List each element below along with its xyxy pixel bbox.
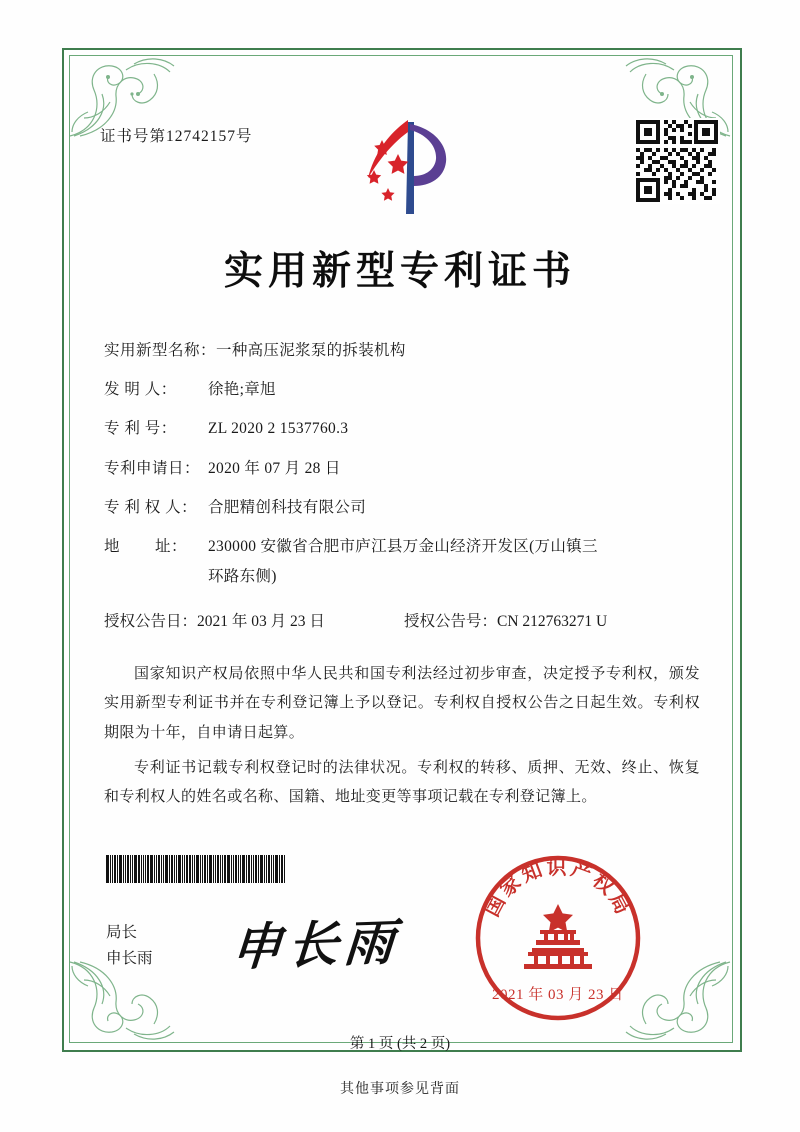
field-grant-info: [104, 607, 704, 637]
field-value-line2: 环路东侧): [208, 568, 277, 586]
grant-date: [104, 607, 404, 637]
field-value: ZL 2020 2 1537760.3: [208, 420, 349, 438]
grant-date-label: 授权公告日：: [104, 612, 198, 630]
grant-number: [404, 607, 704, 637]
certificate-number: 证书号第12742157号: [100, 128, 253, 145]
field-label: 专利申请日：: [104, 459, 201, 477]
director-title-label: 局长: [106, 924, 138, 941]
field-patentee: [104, 493, 704, 523]
field-address: [104, 532, 704, 592]
grant-number-value: CN 212763271 U: [497, 612, 608, 630]
svg-text:国家知识产权局: 国家知识产权局: [479, 855, 637, 921]
field-label: 地 址：: [104, 538, 188, 556]
body-text: [104, 660, 700, 818]
field-label: 专 利 权 人：: [104, 498, 198, 516]
grant-date-value: 2021 年 03 月 23 日: [197, 612, 325, 630]
field-application-date: [104, 454, 704, 484]
field-inventor: [104, 375, 704, 405]
grant-number-label: 授权公告号：: [404, 612, 498, 630]
footer-note: 其他事项参见背面: [340, 1082, 460, 1097]
director-name-label: 申长雨: [106, 950, 153, 968]
field-value-wrapper: [208, 532, 704, 592]
field-value: 合肥精创科技有限公司: [208, 498, 367, 516]
paragraph-1: 国家知识产权局依照中华人民共和国专利法经过初步审查，决定授予专利权，颁发实用新型专利证书并在专利登记簿上予以登记。专利权自授权公告之日起生效。专利权期限为十年，自申请日起算。: [104, 666, 700, 741]
field-list: [104, 336, 704, 637]
paragraph-2: 专利证书记载专利权登记时的法律状况。专利权的转移、质押、无效、终止、恢复和专利权人的姓名或名称、国籍、地址变更等事项记载在专利登记簿上。: [104, 759, 700, 805]
signature-block: [106, 920, 153, 973]
field-label: 专 利 号：: [104, 420, 177, 438]
field-value: 2020 年 07 月 28 日: [208, 459, 341, 477]
field-utility-model-name: [104, 336, 704, 366]
handwritten-signature: 申长雨: [229, 912, 403, 977]
cnipa-logo-icon: [336, 114, 464, 222]
qr-code: [634, 118, 720, 204]
field-value: 徐艳;章旭: [208, 381, 276, 399]
seal-date: 2021 年 03 月 23 日: [492, 987, 624, 1003]
field-label: 发 明 人：: [104, 381, 177, 399]
barcode: [106, 855, 320, 883]
field-label: 实用新型名称：: [104, 342, 217, 359]
field-value: 230000 安徽省合肥市庐江县万金山经济开发区(万山镇三: [208, 538, 598, 556]
field-value: 一种高压泥浆泵的拆装机构: [216, 342, 406, 359]
field-patent-number: [104, 414, 704, 444]
page-title: 实用新型专利证书: [223, 249, 576, 294]
page-number: 第 1 页 (共 2 页): [349, 1036, 451, 1052]
